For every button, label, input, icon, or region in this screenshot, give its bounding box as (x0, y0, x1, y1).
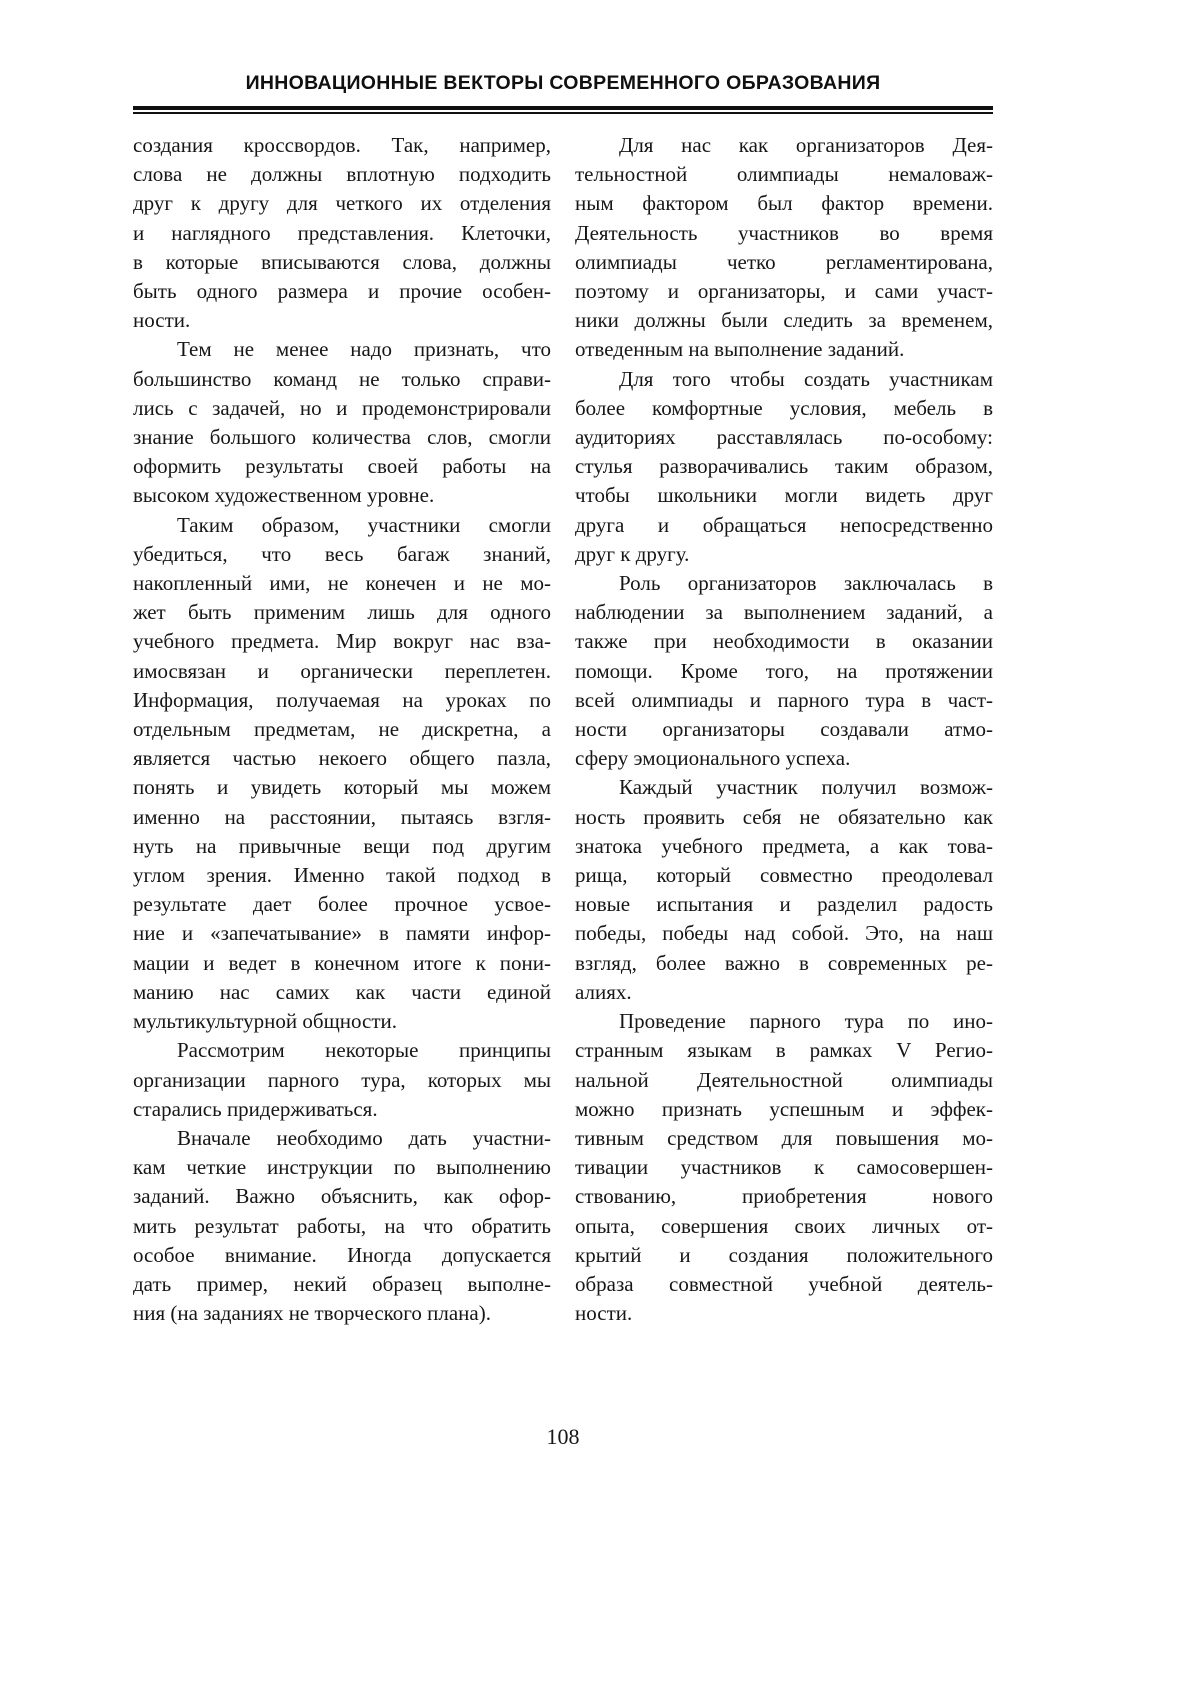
text-line: в которые вписываются слова, должны (133, 249, 551, 274)
text-line: Тем не менее надо признать, что (177, 337, 551, 362)
page-number: 108 (546, 1424, 580, 1449)
text-line: отдельным предметам, не дискретна, а (133, 717, 551, 742)
text-line: заданий. Важно объяснить, как офор- (133, 1184, 551, 1209)
text-line: оформить результаты своей работы на (133, 454, 551, 479)
text-line: ности. (133, 308, 191, 333)
text-line: опыта, совершения своих личных от- (575, 1213, 993, 1238)
text-line: Для нас как организаторов Дея- (619, 133, 993, 157)
text-line: и наглядного представления. Клеточки, (133, 220, 551, 245)
text-line: алиях. (575, 979, 632, 1004)
text-line: помощи. Кроме того, на протяжении (575, 658, 993, 683)
running-title: ИННОВАЦИОННЫЕ ВЕКТОРЫ СОВРЕМЕННОГО ОБРАЗОВАНИЯ (245, 72, 881, 94)
text-line: особое внимание. Иногда допускается (133, 1242, 551, 1267)
text-line: более комфортные условия, мебель в (575, 395, 993, 420)
text-line: быть одного размера и прочие особен- (133, 279, 551, 304)
text-line: Вначале необходимо дать участни- (177, 1125, 551, 1150)
text-line: ность проявить себя не обязательно как (575, 804, 993, 829)
text-line: мультикультурной общности. (133, 1009, 398, 1034)
text-line: Деятельность участников во время (575, 220, 993, 245)
text-line: поэтому и организаторы, и сами участ- (575, 279, 993, 304)
text-line: друг к другу. (575, 541, 690, 566)
text-line: сферу эмоционального успеха. (575, 746, 851, 771)
text-line: Проведение парного тура по ино- (619, 1009, 993, 1034)
header-rule-thick (133, 106, 993, 110)
text-line: тивным средством для повышения мо- (575, 1125, 993, 1150)
text-line: кам четкие инструкции по выполнению (133, 1155, 551, 1180)
text-line: Таким образом, участники смогли (177, 512, 551, 537)
paragraph (575, 773, 993, 1007)
text-line: слова не должны вплотную подходить (133, 162, 551, 187)
text-line: углом зрения. Именно такой подход в (133, 863, 551, 888)
text-line: образа совместной учебной деятель- (575, 1271, 993, 1296)
text-line: тельностной олимпиады немаловаж- (575, 162, 993, 187)
paragraph (575, 1007, 993, 1328)
text-line: знание большого количества слов, смогли (133, 425, 551, 450)
text-line: Рассмотрим некоторые принципы (177, 1038, 551, 1063)
text-line: организации парного тура, которых мы (133, 1067, 551, 1092)
text-line: победы, победы над собой. Это, на наш (575, 921, 993, 946)
text-columns (133, 131, 993, 1328)
text-line: всей олимпиады и парного тура в част- (575, 687, 993, 712)
right-column (575, 131, 993, 1328)
text-line: также при необходимости в оказании (575, 629, 993, 654)
text-line: Каждый участник получил возмож- (619, 775, 993, 800)
text-line: ности организаторы создавали атмо- (575, 717, 993, 742)
text-line: мации и ведет в конечном итоге к пони- (133, 950, 551, 975)
text-line: чтобы школьники могли видеть друг (575, 483, 993, 508)
paragraph (575, 569, 993, 773)
text-line: большинство команд не только справи- (133, 366, 551, 391)
text-line: нуть на привычные вещи под другим (133, 833, 551, 858)
text-line: результате дает более прочное усвое- (133, 892, 551, 917)
text-line: ным фактором был фактор времени. (575, 191, 993, 216)
text-line: манию нас самих как части единой (133, 979, 551, 1004)
text-line: аудиториях расставлялась по-особому: (575, 425, 993, 450)
paragraph (133, 1036, 551, 1124)
text-line: странным языкам в рамках V Регио- (575, 1038, 993, 1063)
text-line: друга и обращаться непосредственно (575, 512, 993, 537)
header-rule (133, 106, 993, 114)
text-line: отведенным на выполнение заданий. (575, 337, 905, 362)
text-line: нальной Деятельностной олимпиады (575, 1067, 993, 1092)
text-line: Роль организаторов заключалась в (619, 571, 993, 596)
text-line: тивации участников к самосовершен- (575, 1155, 993, 1180)
text-line: накопленный ими, не конечен и не мо- (133, 571, 551, 596)
left-column (133, 131, 551, 1328)
text-line: крытий и создания положительного (575, 1242, 993, 1267)
text-line: именно на расстоянии, пытаясь взгля- (133, 804, 551, 829)
paragraph (133, 335, 551, 510)
text-line: учебного предмета. Мир вокруг нас вза- (133, 629, 551, 654)
paragraph (133, 131, 551, 335)
text-line: рища, который совместно преодолевал (575, 863, 993, 888)
text-line: можно признать успешным и эффек- (575, 1096, 993, 1121)
text-line: знатока учебного предмета, а как това- (575, 833, 993, 858)
text-line: новые испытания и разделил радость (575, 892, 993, 917)
text-line: Для того чтобы создать участникам (619, 366, 993, 391)
document-page (133, 0, 993, 1697)
text-line: дать пример, некий образец выполне- (133, 1271, 551, 1296)
paragraph (575, 131, 993, 365)
text-line: ствованию, приобретения нового (575, 1184, 993, 1209)
text-line: понять и увидеть который мы можем (133, 775, 551, 800)
text-line: жет быть применим лишь для одного (133, 600, 551, 625)
text-line: является частью некоего общего пазла, (133, 746, 551, 771)
text-line: ники должны были следить за временем, (575, 308, 993, 333)
text-line: мить результат работы, на что обратить (133, 1213, 551, 1238)
header-rule-thin (133, 112, 993, 114)
paragraph (575, 365, 993, 569)
paragraph (133, 1124, 551, 1328)
text-line: имосвязан и органически переплетен. (133, 658, 551, 683)
text-line: лись с задачей, но и продемонстрировали (133, 395, 551, 420)
text-line: старались придерживаться. (133, 1096, 378, 1121)
text-line: убедиться, что весь багаж знаний, (133, 541, 551, 566)
text-line: ности. (575, 1301, 633, 1326)
text-line: Информация, получаемая на уроках по (133, 687, 551, 712)
text-line: наблюдении за выполнением заданий, а (575, 600, 993, 625)
text-line: ния (на заданиях не творческого плана). (133, 1301, 491, 1326)
paragraph (133, 511, 551, 1037)
text-line: высоком художественном уровне. (133, 483, 435, 508)
text-line: стулья разворачивались таким образом, (575, 454, 993, 479)
text-line: ние и «запечатывание» в памяти инфор- (133, 921, 551, 946)
text-line: создания кроссвордов. Так, например, (133, 133, 551, 157)
text-line: друг к другу для четкого их отделения (133, 191, 551, 216)
text-line: взгляд, более важно в современных ре- (575, 950, 993, 975)
text-line: олимпиады четко регламентирована, (575, 249, 993, 274)
